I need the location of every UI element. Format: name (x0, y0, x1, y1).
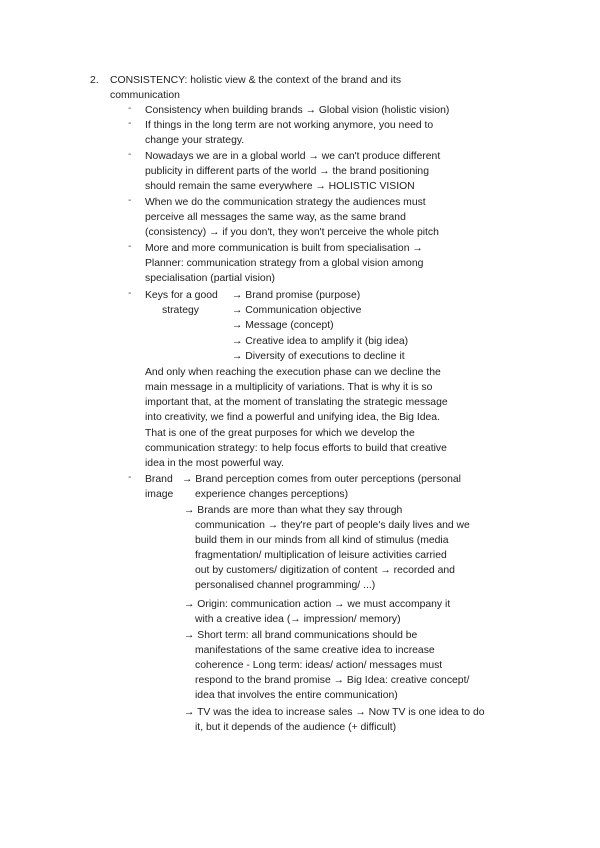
paragraph-line: That is one of the great purposes for which we develop the (145, 428, 415, 439)
brand-image-sub: → Short term: all brand communications should be (184, 630, 418, 641)
keys-label-cont: strategy (162, 305, 199, 316)
brand-image-sub: coherence - Long term: ideas/ action/ messages must (195, 660, 443, 671)
paragraph-line: communication strategy: to help focus efforts to build that creative (145, 443, 447, 454)
section-title-cont: communication (110, 90, 180, 101)
bullet-dash: - (128, 241, 132, 252)
keys-item: → Creative idea to amplify it (big idea) (232, 336, 409, 347)
brand-image-label: Brand (145, 474, 173, 485)
keys-item: → Brand promise (purpose) (232, 290, 361, 301)
brand-image-sub: communication → they're part of people's daily lives and we (195, 520, 470, 531)
brand-image-sub: → Brands are more than what they say through (184, 505, 403, 516)
bullet-text: specialisation (partial vision) (145, 273, 275, 284)
brand-image-text: experience changes perceptions) (195, 489, 349, 500)
keys-label: Keys for a good (145, 290, 218, 301)
brand-image-sub: → TV was the idea to increase sales → Now TV is one idea to do (184, 707, 485, 718)
brand-image-sub: with a creative idea (→ impression/ memory) (195, 614, 401, 625)
bullet-text: Nowadays we are in a global world → we can't produce different (145, 151, 441, 162)
paragraph-line: And only when reaching the execution phase can we decline the (145, 367, 441, 378)
paragraph-line: idea in the most powerful way. (145, 458, 284, 469)
bullet-text: change your strategy. (145, 135, 245, 146)
bullet-text: Consistency when building brands → Global vision (holistic vision) (145, 105, 450, 116)
paragraph-line: important that, at the moment of translating the strategic message (145, 397, 448, 408)
bullet-dash: - (128, 472, 132, 483)
bullet-dash: - (128, 118, 132, 129)
brand-image-sub: idea that involves the entire communication) (195, 690, 398, 701)
keys-item: → Communication objective (232, 305, 362, 316)
brand-image-sub: manifestations of the same creative idea to increase (195, 645, 435, 656)
brand-image-sub: build them in our minds from all kind of stimulus (media (195, 535, 449, 546)
section-title: CONSISTENCY: holistic view & the context of the brand and its (110, 75, 402, 86)
section-number: 2. (90, 75, 99, 86)
brand-image-sub: respond to the brand promise → Big Idea: creative concept/ (195, 675, 470, 686)
brand-image-sub: it, but it depends of the audience (+ difficult) (195, 722, 397, 733)
bullet-dash: - (128, 103, 132, 114)
brand-image-sub: personalised channel programming/ ...) (195, 580, 376, 591)
bullet-text: If things in the long term are not working anymore, you need to (145, 120, 434, 131)
bullet-text: More and more communication is built from specialisation → (145, 243, 423, 254)
bullet-dash: - (128, 195, 132, 206)
bullet-text: When we do the communication strategy the audiences must (145, 197, 426, 208)
brand-image-sub: out by customers/ digitization of content → recorded and (195, 565, 455, 576)
paragraph-line: into creativity, we find a powerful and unifying idea, the Big Idea. (145, 412, 440, 423)
bullet-dash: - (128, 288, 132, 299)
brand-image-label-cont: image (145, 489, 174, 500)
keys-item: → Message (concept) (232, 320, 334, 331)
bullet-text: should remain the same everywhere → HOLISTIC VISION (145, 181, 415, 192)
bullet-text: perceive all messages the same way, as the same brand (145, 212, 406, 223)
brand-image-sub: → Origin: communication action → we must accompany it (184, 599, 451, 610)
bullet-text: (consistency) → if you don't, they won't perceive the whole pitch (145, 227, 439, 238)
keys-item: → Diversity of executions to decline it (232, 351, 405, 362)
brand-image-sub: fragmentation/ multiplication of leisure activities carried (195, 550, 447, 561)
bullet-text: Planner: communication strategy from a global vision among (145, 258, 424, 269)
paragraph-line: main message in a multiplicity of variations. That is why it is so (145, 382, 433, 393)
brand-image-text: → Brand perception comes from outer perceptions (personal (182, 474, 461, 485)
bullet-dash: - (128, 149, 132, 160)
bullet-text: publicity in different parts of the world → the brand positioning (145, 166, 429, 177)
